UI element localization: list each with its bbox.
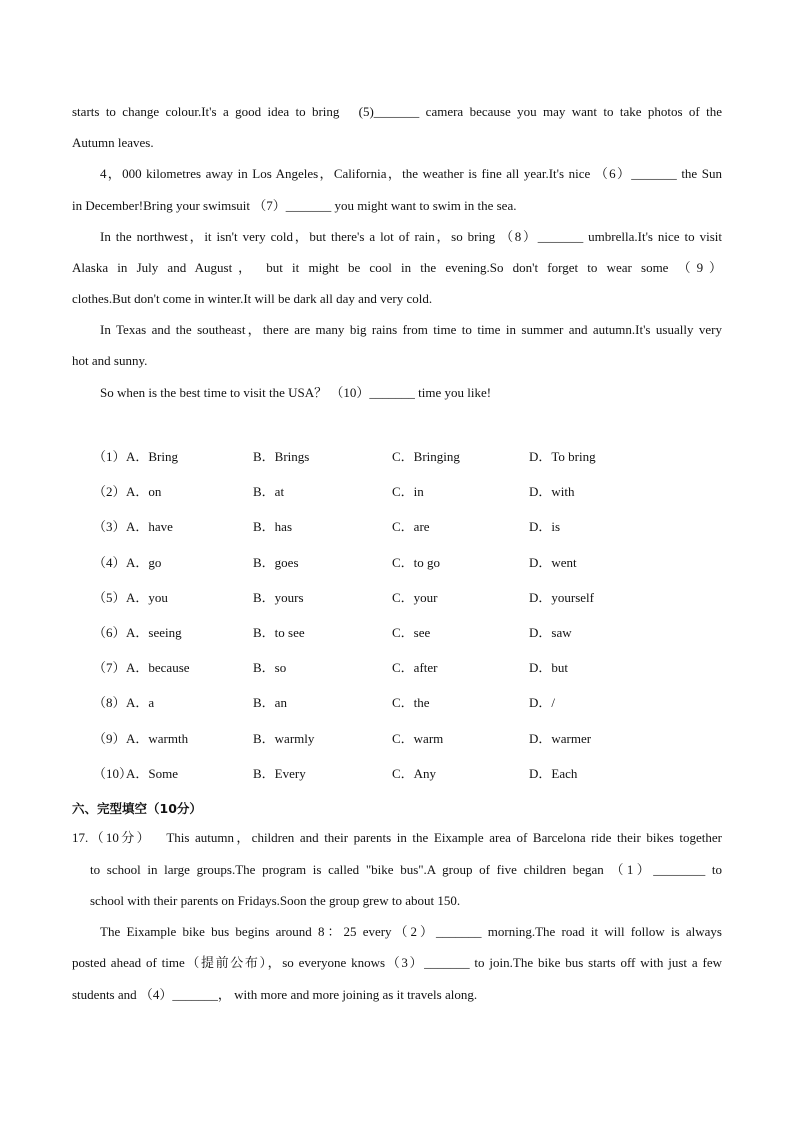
passage-line: Autumn leaves. [72, 135, 154, 150]
option-d[interactable]: D．warmer [529, 731, 592, 746]
question-number: （5） [93, 590, 126, 605]
option-c[interactable]: C．the [392, 695, 430, 710]
question-number: （10） [93, 766, 133, 781]
question-17-line: school with their parents on Fridays.Soon the group grew to about 150. [90, 893, 461, 908]
option-b[interactable]: B．yours [253, 590, 304, 605]
option-a[interactable]: A．you [126, 590, 168, 605]
option-row [0, 519, 794, 535]
question-17-line: The Eixample bike bus begins around 8：25 every（2）_______ morning.The road it will follow is always [100, 924, 722, 939]
option-a[interactable]: A．Bring [126, 449, 179, 464]
option-a[interactable]: A．have [126, 519, 173, 534]
option-b[interactable]: B．so [253, 660, 287, 675]
question-number: （3） [93, 519, 126, 534]
option-row [0, 555, 794, 571]
passage-line: In Texas and the southeast，there are many big rains from time to time in summer and autumn.It's usually very [100, 322, 722, 337]
passage-line: clothes.But don't come in winter.It will be dark all day and very cold. [72, 291, 433, 306]
option-d[interactable]: D．but [529, 660, 569, 675]
option-b[interactable]: B．Every [253, 766, 306, 781]
passage-line: So when is the best time to visit the USA？ （10）_______ time you like! [100, 385, 492, 400]
option-b[interactable]: B．to see [253, 625, 305, 640]
option-row [0, 731, 794, 747]
passage-line: hot and sunny. [72, 353, 148, 368]
option-a[interactable]: A．on [126, 484, 162, 499]
option-d[interactable]: D．saw [529, 625, 572, 640]
question-number: （2） [93, 484, 126, 499]
option-c[interactable]: C．warm [392, 731, 444, 746]
option-row [0, 590, 794, 606]
option-c[interactable]: C．to go [392, 555, 441, 570]
option-d[interactable]: D．yourself [529, 590, 594, 605]
question-number: （4） [93, 555, 126, 570]
option-b[interactable]: B．an [253, 695, 287, 710]
option-a[interactable]: A．go [126, 555, 162, 570]
option-a[interactable]: A．seeing [126, 625, 182, 640]
option-d[interactable]: D．To bring [529, 449, 596, 464]
section-heading: 六、完型填空（10分） [72, 801, 202, 816]
passage-line: 4，000 kilometres away in Los Angeles，California，the weather is fine all year.It's nice （6）_______ the Sun [100, 166, 722, 181]
option-c[interactable]: C．see [392, 625, 431, 640]
question-number: （1） [93, 449, 126, 464]
option-d[interactable]: D．with [529, 484, 575, 499]
option-row [0, 660, 794, 676]
passage-line: Alaska in July and August， but it might be cool in the evening.So don't forget to wear some （9） [72, 260, 722, 275]
option-d[interactable]: D．/ [529, 695, 556, 710]
option-c[interactable]: C．your [392, 590, 438, 605]
passage-line: starts to change colour.It's a good idea to bring (5)_______ camera because you may want to take photos of the [72, 104, 722, 119]
option-c[interactable]: C．after [392, 660, 438, 675]
option-row [0, 449, 794, 465]
option-c[interactable]: C．Any [392, 766, 437, 781]
question-number: （9） [93, 731, 126, 746]
question-17-line: posted ahead of time（提前公布），so everyone knows（3）_______ to join.The bike bus starts off with just a few [72, 955, 722, 970]
option-a[interactable]: A．Some [126, 766, 179, 781]
option-a[interactable]: A．warmth [126, 731, 189, 746]
option-b[interactable]: B．Brings [253, 449, 310, 464]
option-row [0, 766, 794, 782]
option-a[interactable]: A．a [126, 695, 155, 710]
option-c[interactable]: C．are [392, 519, 430, 534]
option-b[interactable]: B．warmly [253, 731, 315, 746]
passage-line: in December!Bring your swimsuit （7）_______ you might want to swim in the sea. [72, 198, 517, 213]
question-17-line: students and （4）_______， with more and more joining as it travels along. [72, 987, 478, 1002]
option-d[interactable]: D．Each [529, 766, 578, 781]
option-b[interactable]: B．at [253, 484, 285, 499]
option-row [0, 695, 794, 711]
question-number: （6） [93, 625, 126, 640]
option-b[interactable]: B．has [253, 519, 293, 534]
option-c[interactable]: C．Bringing [392, 449, 460, 464]
question-number: （8） [93, 695, 126, 710]
option-d[interactable]: D．went [529, 555, 577, 570]
option-d[interactable]: D．is [529, 519, 561, 534]
option-row [0, 484, 794, 500]
question-17-line: 17.（10分） This autumn，children and their parents in the Eixample area of Barcelona ride their bikes together [72, 830, 722, 845]
option-c[interactable]: C．in [392, 484, 424, 499]
option-a[interactable]: A．because [126, 660, 190, 675]
option-row [0, 625, 794, 641]
passage-line: In the northwest，it isn't very cold，but there's a lot of rain，so bring （8）_______ umbrella.It's nice to visit [100, 229, 722, 244]
question-number: （7） [93, 660, 126, 675]
option-b[interactable]: B．goes [253, 555, 299, 570]
question-17-line: to school in large groups.The program is called "bike bus".A group of five children began （1）________ to [90, 862, 722, 877]
